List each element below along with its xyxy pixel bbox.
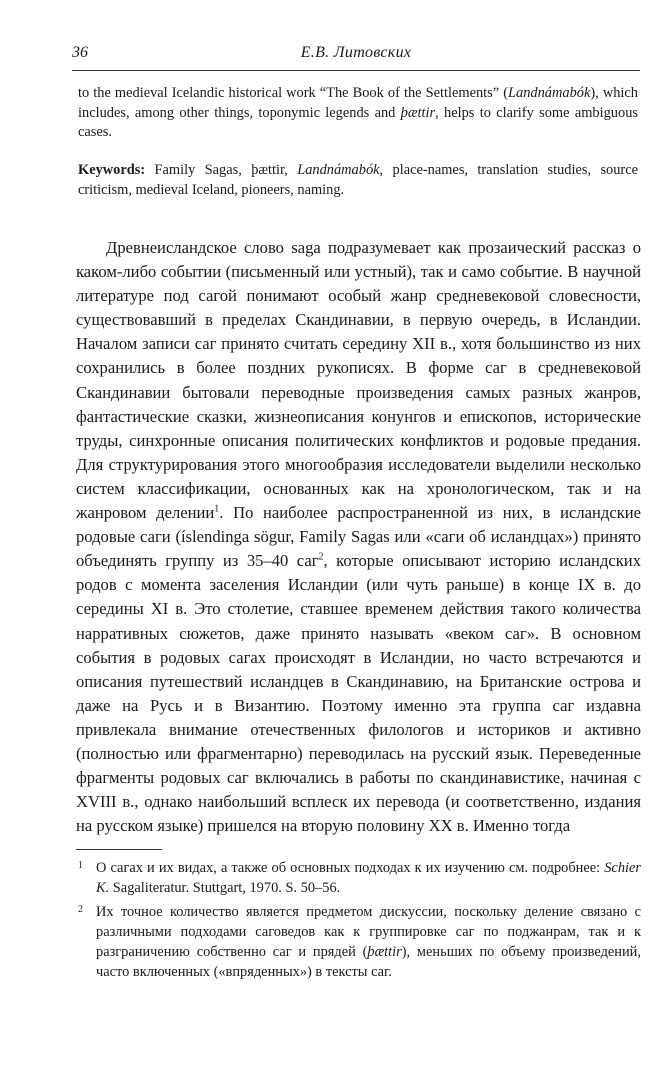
body-text: , которые описывают историю исландских родов с момента заселения Исландии (или чуть раньше) в конце IX в. до середины XI в. Это столетие, ставшее временем действия такого количества нарративных сюжетов, даже принято называть «веком саг». В основном события в родовых сагах происходят в Исландии, но часто встречаются и описания путешествий исландцев в Скандинавию, на Британские острова и даже на Русь и в Византию. Поэтому именно эта группа саг издавна привлекала внимание отечественных филологов и историков и активно (полностью или фрагментарно) переводилась на русский язык. Переведенные фрагменты родовых саг включались в работы по скандинавистике, начиная с XVIII в., однако наибольший всплеск их перевода (и соответственно, издания на русском языке) пришелся на вторую половину XX в. Именно тогда (76, 551, 641, 836)
footnote-rule (76, 849, 162, 850)
keywords-paragraph (78, 160, 638, 200)
main-body-paragraph (76, 236, 641, 838)
footnote-2 (76, 902, 641, 982)
keywords-text: , place-names, translation studies, source criticism, medieval Iceland, pioneers, naming. (78, 162, 638, 198)
abstract-text: to the medieval Icelandic historical work “The Book of the Settlements” ( (78, 85, 508, 101)
footnote-italic: þættir (367, 944, 402, 960)
footnote-text: О сагах и их видах, а также об основных подходах к их изучению см. подробнее: (96, 860, 605, 876)
footnote-ref-1[interactable]: 1 (214, 503, 220, 515)
keywords-label: Keywords: (78, 162, 146, 178)
body-text: Древнеисландское слово saga подразумевает как прозаический рассказ о каком-либо событии (письменный или устный), так и само событие. В научной литературе под сагой понимают особый жанр средневековой словесности, существовавший в пределах Скандинавии, в первую очередь, в Исландии. Началом записи саг принято считать середину XII в., хотя большинство из них сохранились в более поздних рукописях. В форме саг в средневековой Скандинавии бытовали переводные произведения самых разных жанров, фантастические сказки, жизнеописания конунгов и епископов, исторические труды, синхронные описания политических конфликтов и родовые предания. Для структурирования этого многообразия исследователи выделили несколько систем классификации, основанных как на хронологическом, так и на жанровом делении (76, 238, 641, 523)
abstract-text: , helps to clarify some ambiguous cases. (78, 104, 638, 140)
abstract-thaettir: þættir (400, 104, 436, 121)
footnote-text: ), меньших по объему произведений, часто включенных («впряденных») в тексты саг. (96, 944, 641, 980)
abstract-text: ), which includes, among other things, toponymic legends and (78, 85, 638, 121)
keywords-landnamabok: Landnámabók (297, 162, 380, 178)
abstract-paragraph (78, 84, 638, 143)
keywords-text: Family Sagas, þættir, (145, 162, 298, 178)
footnote-text: Их точное количество является предметом дискуссии, поскольку деление связано с различными подходами саговедов как к группировке саг по поджанрам, так и к разграничению собственно саг и прядей ( (96, 904, 641, 960)
footnote-text: Sagaliteratur. Stuttgart, 1970. S. 50–56. (109, 880, 341, 896)
footnote-number: 2 (78, 904, 83, 915)
footnotes (76, 858, 641, 986)
footnote-ref-2[interactable]: 2 (318, 551, 324, 563)
footnote-italic: Schier K. (96, 860, 641, 896)
header-rule (72, 70, 640, 71)
running-head (72, 44, 640, 68)
footnote-1 (76, 858, 641, 898)
footnote-number: 1 (78, 860, 83, 871)
running-head-author: Е.В. Литовских (300, 44, 412, 61)
page-number: 36 (72, 44, 88, 61)
abstract-landnamabok: Landnámabók (508, 85, 591, 101)
body-text: . По наиболее распространенной из них, в исландские родовые саги (íslendinga sögur, Family Sagas или «саги об исландцах») принято объединять группу из 35–40 саг (76, 503, 641, 571)
